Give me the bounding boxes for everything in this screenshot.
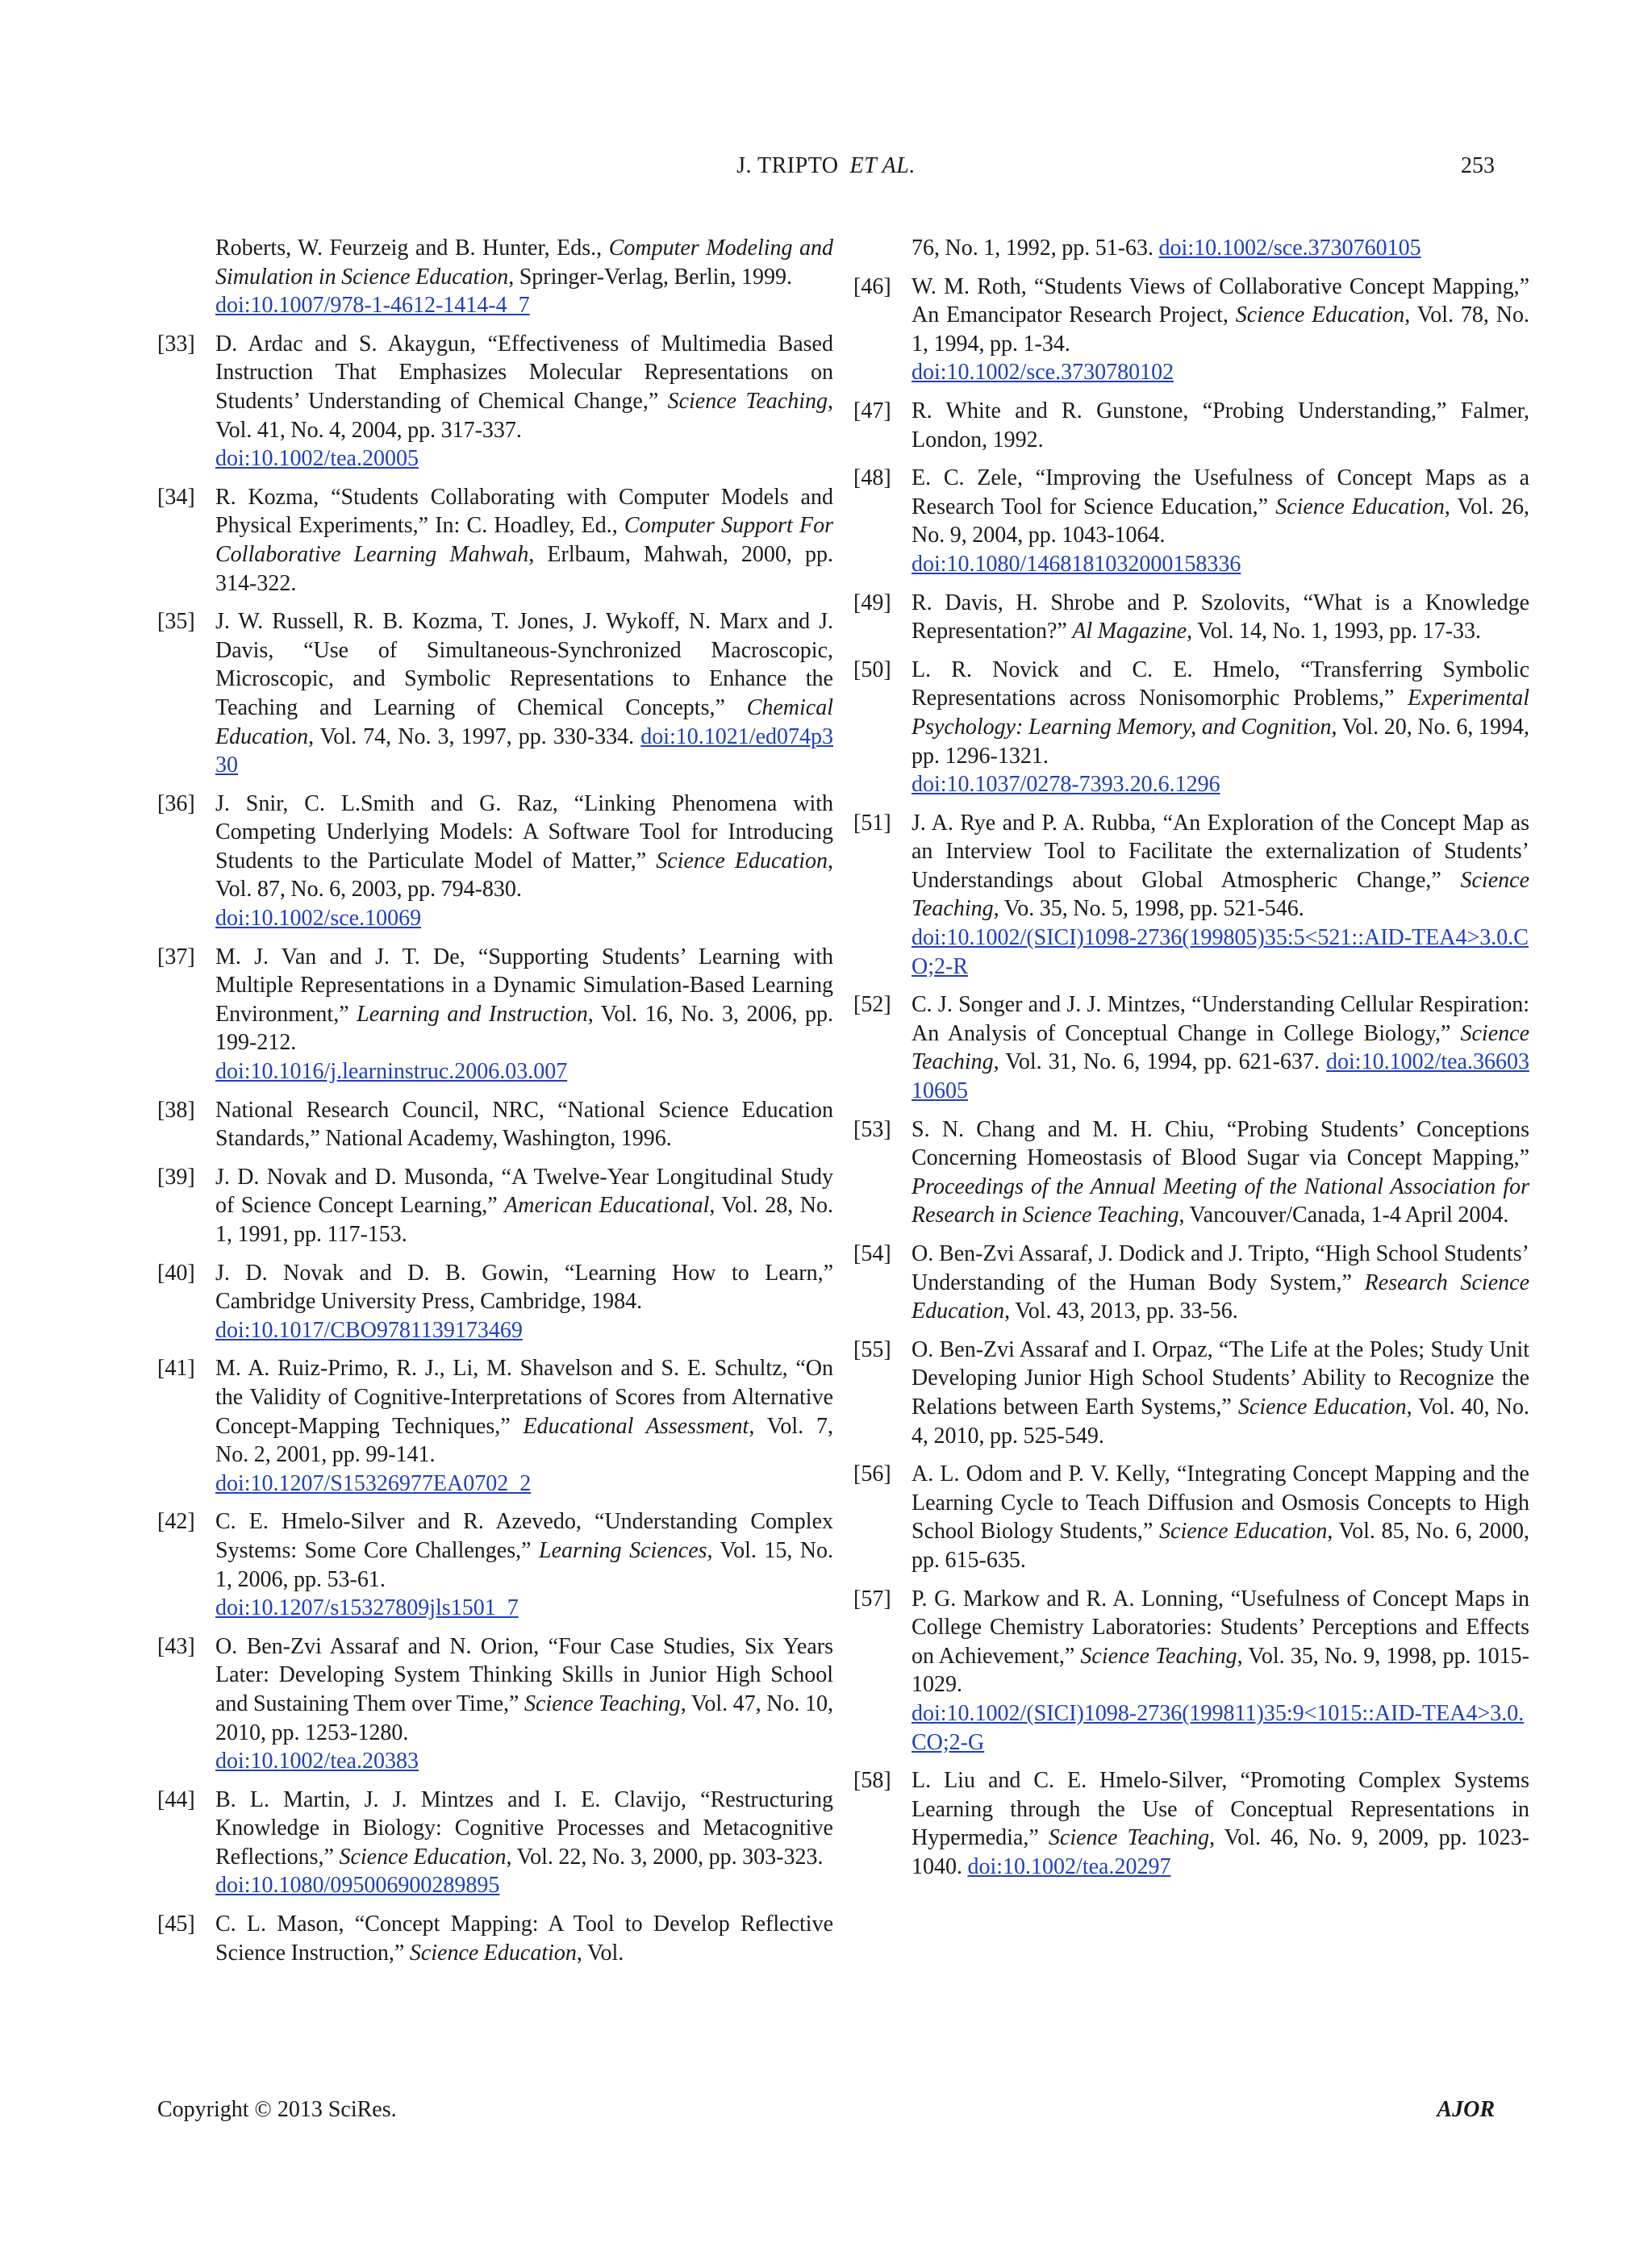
reference-entry	[157, 483, 833, 598]
journal-abbreviation: AJOR	[1437, 2097, 1495, 2122]
running-title-author: J. TRIPTO	[736, 153, 839, 178]
reference-details: , Vol. 41, No. 4, 2004, pp. 317-337.	[215, 388, 833, 443]
reference-citation: R. Kozma, “Students Collaborating with Computer Models and Physical Experiments,” In: C. Hoadley, Ed.,	[215, 484, 833, 539]
reference-citation: A. L. Odom and P. V. Kelly, “Integrating Concept Mapping and the Learning Cycle to Teach Diffusion and Osmosis Concepts to High School Biology Students,”	[912, 1461, 1529, 1545]
reference-entry	[853, 234, 1529, 263]
reference-text	[215, 330, 833, 473]
reference-entry	[157, 1910, 833, 1967]
reference-citation: B. L. Martin, J. J. Mintzes and I. E. Clavijo, “Restructuring Knowledge in Biology: Cognitive Processes and Metacognitive Reflections,”	[215, 1786, 833, 1870]
reference-text	[215, 483, 833, 598]
reference-text	[912, 234, 1529, 263]
doi-link[interactable]: doi:10.1021/ed074p330	[215, 723, 833, 778]
reference-entry	[157, 790, 833, 933]
reference-number: [38]	[157, 1097, 195, 1123]
doi-link[interactable]: doi:10.1002/tea.20005	[215, 446, 419, 472]
reference-citation: J. Snir, C. L.Smith and G. Raz, “Linking Phenomena with Competing Underlying Models: A Software Tool for Introducing Students to the Particulate Model of Matter,”	[215, 790, 833, 873]
reference-entry	[157, 234, 833, 320]
reference-journal-title: Learning Sciences	[539, 1537, 707, 1563]
reference-details: , Vol. 35, No. 9, 1998, pp. 1015-1029.	[912, 1643, 1529, 1698]
reference-entry	[853, 273, 1529, 387]
reference-details: , Vol. 74, No. 3, 1997, pp. 330-334.	[308, 723, 641, 749]
reference-entry	[853, 809, 1529, 982]
reference-details: , Vol. 14, No. 1, 1993, pp. 17-33.	[1187, 619, 1482, 644]
reference-number: [53]	[853, 1116, 891, 1142]
reference-journal-title: Science Education	[339, 1844, 507, 1870]
reference-number: [51]	[853, 810, 891, 836]
doi-link[interactable]: doi:10.1002/sce.10069	[215, 906, 422, 932]
reference-number: [48]	[853, 465, 891, 491]
reference-journal-title: Proceedings of the Annual Meeting of the National Association for Research in Science Teaching	[912, 1174, 1529, 1228]
reference-number: [42]	[157, 1509, 195, 1535]
reference-details: , Vol. 16, No. 3, 2006, pp. 199-212.	[215, 1001, 834, 1056]
reference-entry	[157, 1163, 833, 1249]
reference-number: [50]	[853, 657, 891, 682]
doi-link[interactable]: doi:10.1017/CBO9781139173469	[215, 1317, 523, 1343]
reference-entry	[157, 1632, 833, 1776]
reference-entry	[157, 1259, 833, 1345]
reference-entry	[853, 656, 1529, 799]
reference-journal-title: Computer Modeling and Simulation in Science Education	[215, 236, 834, 290]
reference-citation: M. J. Van and J. T. De, “Supporting Students’ Learning with Multiple Representations in a Dynamic Simulation-Based Learning Environment,”	[215, 944, 833, 1027]
reference-details: , Vol. 22, No. 3, 2000, pp. 303-323.	[506, 1844, 824, 1870]
reference-citation: O. Ben-Zvi Assaraf and I. Orpaz, “The Life at the Poles; Study Unit Developing Junior High School Students’ Ability to Recognize the Relations between Earth Systems,”	[912, 1336, 1529, 1420]
doi-link[interactable]: doi:10.1080/1468181032000158336	[912, 551, 1241, 577]
reference-journal-title: Science Education	[1235, 302, 1405, 328]
reference-entry	[157, 1786, 833, 1900]
reference-entry	[853, 589, 1529, 646]
reference-citation: J. D. Novak and D. Musonda, “A Twelve-Year Longitudinal Study of Science Concept Learning,”	[215, 1164, 833, 1219]
reference-entry	[853, 397, 1529, 454]
reference-text	[215, 790, 833, 933]
reference-number: [58]	[853, 1768, 891, 1794]
reference-number: [34]	[157, 484, 195, 510]
reference-number: [47]	[853, 398, 891, 423]
doi-link[interactable]: doi:10.1207/S15326977EA0702_2	[215, 1470, 532, 1496]
reference-journal-title: American Educational	[504, 1193, 710, 1219]
reference-journal-title: Science Education	[409, 1940, 577, 1966]
reference-citation: L. R. Novick and C. E. Hmelo, “Transferring Symbolic Representations across Nonisomorphic Problems,”	[912, 657, 1529, 711]
reference-entry	[157, 330, 833, 473]
reference-text	[215, 1354, 833, 1498]
reference-journal-title: Educational Assessment	[523, 1413, 749, 1439]
reference-citation: D. Ardac and S. Akaygun, “Effectiveness of Multimedia Based Instruction That Emphasizes Molecular Representations on Students’ Understanding of Chemical Change,”	[215, 331, 833, 414]
reference-citation: P. G. Markow and R. A. Lonning, “Usefulness of Concept Maps in College Chemistry Laboratories: Students’ Perceptions and Effects on Achievement,”	[912, 1586, 1529, 1669]
reference-citation: J. D. Novak and D. B. Gowin, “Learning How to Learn,” Cambridge University Press, Cambridge, 1984.	[215, 1260, 833, 1315]
reference-journal-title: Learning and Instruction	[357, 1001, 588, 1027]
reference-citation: R. White and R. Gunstone, “Probing Understanding,” Falmer, London, 1992.	[912, 398, 1529, 452]
reference-entry	[157, 943, 833, 1086]
reference-text	[912, 1585, 1529, 1757]
reference-details: , Vo. 35, No. 5, 1998, pp. 521-546.	[993, 896, 1304, 922]
reference-citation: M. A. Ruiz-Primo, R. J., Li, M. Shavelson and S. E. Schultz, “On the Validity of Cognitive-Interpretations of Scores from Alternative Concept-Mapping Techniques,”	[215, 1356, 833, 1439]
reference-entry	[853, 464, 1529, 578]
reference-text	[912, 397, 1529, 454]
reference-details: , Vol. 26, No. 9, 2004, pp. 1043-1064.	[912, 494, 1529, 548]
reference-entry	[853, 1460, 1529, 1574]
doi-link[interactable]: doi:10.1002/tea.20383	[215, 1749, 419, 1774]
reference-text	[912, 990, 1529, 1105]
reference-number: [46]	[853, 273, 891, 299]
reference-text	[215, 1786, 833, 1900]
reference-journal-title: Science Education	[656, 848, 828, 873]
reference-details: , Springer-Verlag, Berlin, 1999.	[508, 264, 792, 290]
reference-entry	[853, 1585, 1529, 1757]
reference-number: [37]	[157, 944, 195, 969]
reference-text	[912, 1115, 1529, 1230]
reference-text	[215, 943, 833, 1086]
reference-citation: J. A. Rye and P. A. Rubba, “An Exploration of the Concept Map as an Interview Tool to Facilitate the externalization of Students’ Understandings about Global Atmospheric Change,”	[912, 810, 1529, 893]
reference-details: , Vol. 15, No. 1, 2006, pp. 53-61.	[215, 1537, 834, 1592]
reference-text	[215, 1096, 833, 1153]
reference-text	[912, 589, 1529, 646]
reference-number: [55]	[853, 1336, 891, 1362]
reference-details: , Vol. 78, No. 1, 1994, pp. 1-34.	[912, 302, 1529, 356]
reference-text	[215, 1259, 833, 1345]
page-footer	[157, 2097, 1495, 2129]
reference-text	[912, 1460, 1529, 1574]
reference-journal-title: Computer Support For Collaborative Learning Mahwah	[215, 513, 833, 567]
reference-citation: Roberts, W. Feurzeig and B. Hunter, Eds.,	[215, 236, 609, 261]
reference-entry	[853, 1766, 1529, 1881]
reference-journal-title: Science Teaching	[912, 867, 1529, 922]
reference-journal-title: Science Teaching	[1048, 1825, 1210, 1851]
reference-number: [45]	[157, 1912, 195, 1937]
reference-entry	[853, 990, 1529, 1105]
doi-link[interactable]: doi:10.1037/0278-7393.20.6.1296	[912, 772, 1220, 798]
reference-number: [43]	[157, 1633, 195, 1659]
reference-citation: O. Ben-Zvi Assaraf, J. Dodick and J. Tripto, “High School Students’ Understanding of the Human Body System,”	[912, 1241, 1529, 1295]
reference-number: [35]	[157, 609, 195, 635]
page-header	[157, 153, 1495, 189]
reference-number: [56]	[853, 1461, 891, 1487]
reference-text	[912, 1766, 1529, 1881]
reference-journal-title: Science Education	[1159, 1519, 1328, 1545]
reference-details: , Erlbaum, Mahwah, 2000, pp. 314-322.	[215, 541, 833, 596]
reference-number: [33]	[157, 331, 195, 356]
reference-citation: O. Ben-Zvi Assaraf and N. Orion, “Four Case Studies, Six Years Later: Developing System Thinking Skills in Junior High School and Sustaining Them over Time,”	[215, 1633, 833, 1716]
reference-entry	[853, 1240, 1529, 1326]
reference-citation: C. J. Songer and J. J. Mintzes, “Understanding Cellular Respiration: An Analysis of Conceptual Change in College Biology,”	[912, 992, 1529, 1046]
reference-journal-title: Experimental Psychology: Learning Memory, and Cognition	[912, 686, 1529, 740]
reference-text	[912, 273, 1529, 387]
reference-entry	[157, 1096, 833, 1153]
reference-text	[215, 1507, 833, 1622]
doi-link[interactable]: doi:10.1007/978-1-4612-1414-4_7	[215, 293, 530, 319]
reference-number	[853, 234, 912, 263]
reference-number: [39]	[157, 1164, 195, 1190]
reference-number: [54]	[853, 1241, 891, 1266]
doi-link[interactable]: doi:10.1002/tea.20297	[967, 1853, 1171, 1879]
reference-entry	[157, 1354, 833, 1498]
reference-number: [49]	[853, 590, 891, 615]
reference-details: , Vol. 46, No. 9, 2009, pp. 1023-1040.	[912, 1825, 1529, 1879]
reference-text	[215, 234, 833, 320]
running-title	[157, 153, 1495, 179]
reference-column-left	[157, 234, 833, 1977]
reference-citation: C. L. Mason, “Concept Mapping: A Tool to Develop Reflective Science Instruction,”	[215, 1912, 833, 1966]
page-number: 253	[1461, 153, 1495, 178]
reference-text	[912, 809, 1529, 982]
reference-details: , Vol. 7, No. 2, 2001, pp. 99-141.	[215, 1413, 833, 1468]
reference-citation: 76, No. 1, 1992, pp. 51-63.	[912, 236, 1159, 261]
reference-number: [44]	[157, 1786, 195, 1812]
reference-number: [40]	[157, 1260, 195, 1286]
reference-journal-title: Research Science Education	[912, 1270, 1529, 1324]
reference-citation: W. M. Roth, “Students Views of Collaborative Concept Mapping,” An Emancipator Research Project,	[912, 273, 1529, 328]
doi-link[interactable]: doi:10.1002/(SICI)1098-2736(199805)35:5<521::AID-TEA4>3.0.CO;2-R	[912, 925, 1529, 979]
reference-entry	[853, 1115, 1529, 1230]
doi-link[interactable]: doi:10.1207/s15327809jls1501_7	[215, 1595, 519, 1621]
doi-link[interactable]: doi:10.1016/j.learninstruc.2006.03.007	[215, 1059, 568, 1085]
reference-journal-title: Science Teaching	[1080, 1643, 1237, 1669]
doi-link[interactable]: doi:10.1002/sce.3730780102	[912, 360, 1174, 386]
doi-link[interactable]: doi:10.1002/tea.3660310605	[912, 1049, 1529, 1104]
reference-details: , Vol. 43, 2013, pp. 33-56.	[1004, 1299, 1238, 1324]
reference-details: , Vol. 20, No. 6, 1994, pp. 1296-1321.	[912, 714, 1530, 769]
reference-number: [52]	[853, 992, 891, 1018]
reference-citation: S. N. Chang and M. H. Chiu, “Probing Students’ Conceptions Concerning Homeostasis of Blood Sugar via Concept Mapping,”	[912, 1116, 1529, 1171]
reference-details: , Vol. 85, No. 6, 2000, pp. 615-635.	[912, 1519, 1529, 1573]
reference-text	[215, 1632, 833, 1776]
reference-journal-title: Chemical Education	[215, 694, 833, 749]
reference-details: , Vol. 31, No. 6, 1994, pp. 621-637.	[993, 1049, 1327, 1075]
reference-text	[912, 656, 1529, 799]
reference-details: , Vol.	[576, 1940, 624, 1966]
reference-text	[215, 1163, 833, 1249]
copyright-notice: Copyright © 2013 SciRes.	[157, 2097, 397, 2122]
reference-details: , Vol. 87, No. 6, 2003, pp. 794-830.	[215, 848, 833, 903]
reference-details: , Vol. 40, No. 4, 2010, pp. 525-549.	[912, 1394, 1529, 1449]
reference-citation: C. E. Hmelo-Silver and R. Azevedo, “Understanding Complex Systems: Some Core Challenges,”	[215, 1509, 833, 1563]
reference-journal-title: Science Education	[1275, 494, 1445, 519]
reference-journal-title: Science Teaching	[524, 1691, 681, 1716]
reference-citation: National Research Council, NRC, “National Science Education Standards,” National Academy, Washington, 1996.	[215, 1097, 833, 1152]
reference-citation: R. Davis, H. Shrobe and P. Szolovits, “What is a Knowledge Representation?”	[912, 590, 1529, 644]
reference-entry	[157, 1507, 833, 1622]
doi-link[interactable]: doi:10.1002/sce.3730760105	[1158, 236, 1421, 261]
reference-citation: E. C. Zele, “Improving the Usefulness of Concept Maps as a Research Tool for Science Education,”	[912, 465, 1529, 519]
running-title-etal: ET AL.	[849, 153, 916, 178]
doi-link[interactable]: doi:10.1002/(SICI)1098-2736(199811)35:9<1015::AID-TEA4>3.0.CO;2-G	[912, 1700, 1525, 1755]
reference-text	[215, 607, 833, 780]
reference-details: , Vol. 28, No. 1, 1991, pp. 117-153.	[215, 1193, 833, 1247]
reference-entry	[157, 607, 833, 780]
reference-journal-title: Science Education	[1237, 1394, 1407, 1420]
doi-link[interactable]: doi:10.1080/095006900289895	[215, 1873, 500, 1899]
reference-number: [41]	[157, 1356, 195, 1382]
reference-number: [36]	[157, 790, 195, 816]
reference-journal-title: Al Magazine	[1072, 619, 1187, 644]
reference-citation: L. Liu and C. E. Hmelo-Silver, “Promoting Complex Systems Learning through the Use of Conceptual Representations in Hypermedia,”	[912, 1768, 1529, 1851]
reference-text	[912, 464, 1529, 578]
reference-details: , Vol. 47, No. 10, 2010, pp. 1253-1280.	[215, 1691, 833, 1745]
reference-journal-title: Science Teaching	[912, 1020, 1529, 1075]
reference-citation: J. W. Russell, R. B. Kozma, T. Jones, J. Wykoff, N. Marx and J. Davis, “Use of Simultaneous-Synchronized Macroscopic, Microscopic, and Symbolic Representations to Enhance the Teaching and Learning of Chemical Concepts,”	[215, 609, 833, 720]
reference-details: , Vancouver/Canada, 1-4 April 2004.	[1179, 1203, 1509, 1228]
reference-number: [57]	[853, 1586, 891, 1611]
reference-journal-title: Science Teaching	[667, 388, 828, 414]
reference-text	[912, 1240, 1529, 1326]
reference-text	[215, 1910, 833, 1967]
reference-number	[157, 234, 215, 320]
reference-entry	[853, 1336, 1529, 1450]
reference-column-right	[853, 234, 1529, 1891]
reference-text	[912, 1336, 1529, 1450]
